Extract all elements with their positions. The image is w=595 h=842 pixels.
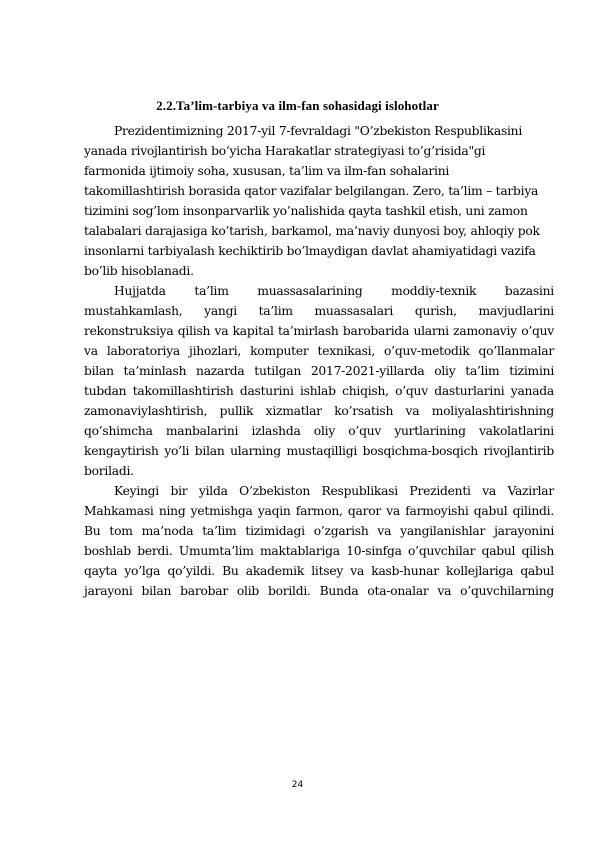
paragraph1-line: yanada rivojlantirish bo’yicha Harakatlar strategiyasi to’g’risida"gi (84, 144, 486, 158)
paragraph2-line: va laboratoriya jihozlari, komputer texnikasi, o’quv-metodik qo’llanmalar (84, 344, 554, 358)
paragraph1-line: tizimini sog’lom insonparvarlik yo’nalishida qayta tashkil etish, uni zamon (84, 204, 528, 218)
paragraph2-line: Hujjatda ta’lim muassasalarining moddiy-texnik bazasini (114, 284, 554, 298)
paragraph2-line: kengaytirish yo’li bilan ularning mustaqilligi bosqichma-bosqich rivojlantirib (84, 444, 554, 458)
section-heading: 2.2.Ta’lim-tarbiya va ilm-fan sohasidagi islohotlar (156, 98, 439, 113)
paragraph2-line: mustahkamlash, yangi ta’lim muassasalari qurish, mavjudlarini (84, 304, 554, 318)
paragraph2-line: rekonstruksiya qilish va kapital ta’mirlash barobarida ularni zamonaviy o’quv (84, 324, 554, 338)
paragraph3-line: Mahkamasi ning yetmishga yaqin farmon, qaror va farmoyishi qabul qilindi. (84, 504, 554, 518)
paragraph3-line: qayta yo’lga qo’yildi. Bu akademik litsey va kasb-hunar kollejlariga qabul (84, 564, 554, 578)
paragraph1-line: insonlarni tarbiyalash kechiktirib bo’lmaydigan davlat ahamiyatidagi vazifa (84, 244, 536, 258)
paragraph3-line: boshlab berdi. Umumta’lim maktablariga 10-sinfga o’quvchilar qabul qilish (84, 544, 554, 558)
page-number: 24 (291, 780, 304, 790)
paragraph1-line: bo’lib hisoblanadi. (84, 264, 194, 278)
paragraph1-line: takomillashtirish borasida qator vazifalar belgilangan. Zero, ta’lim – tarbiya (84, 184, 539, 198)
paragraph1-line: talabalari darajasiga ko’tarish, barkamol, ma’naviy dunyosi boy, ahloqiy pok (84, 224, 540, 238)
paragraph1-line: Prezidentimizning 2017-yil 7-fevraldagi "O’zbekiston Respublikasini (114, 124, 523, 138)
paragraph2-line: boriladi. (84, 464, 134, 478)
paragraph1-line: farmonida ijtimoiy soha, xususan, ta’lim va ilm-fan sohalarini (84, 164, 450, 178)
paragraph2-line: qo’shimcha manbalarini izlashda oliy o’quv yurtlarining vakolatlarini (84, 424, 554, 438)
paragraph3-line: Keyingi bir yilda O’zbekiston Respublikasi Prezidenti va Vazirlar (114, 484, 554, 498)
paragraph2-line: tubdan takomillashtirish dasturini ishlab chiqish, o’quv dasturlarini yanada (84, 384, 554, 398)
paragraph2-line: bilan ta’minlash nazarda tutilgan 2017-2021-yillarda oliy ta’lim tizimini (84, 364, 554, 378)
paragraph2-line: zamonaviylashtirish, pullik xizmatlar ko’rsatish va moliyalashtirishning (84, 404, 554, 418)
paragraph3-line: Bu tom ma’noda ta’lim tizimidagi o’zgarish va yangilanishlar jarayonini (84, 524, 554, 538)
paragraph3-line: jarayoni bilan barobar olib borildi. Bunda ota-onalar va o’quvchilarning (84, 584, 554, 598)
